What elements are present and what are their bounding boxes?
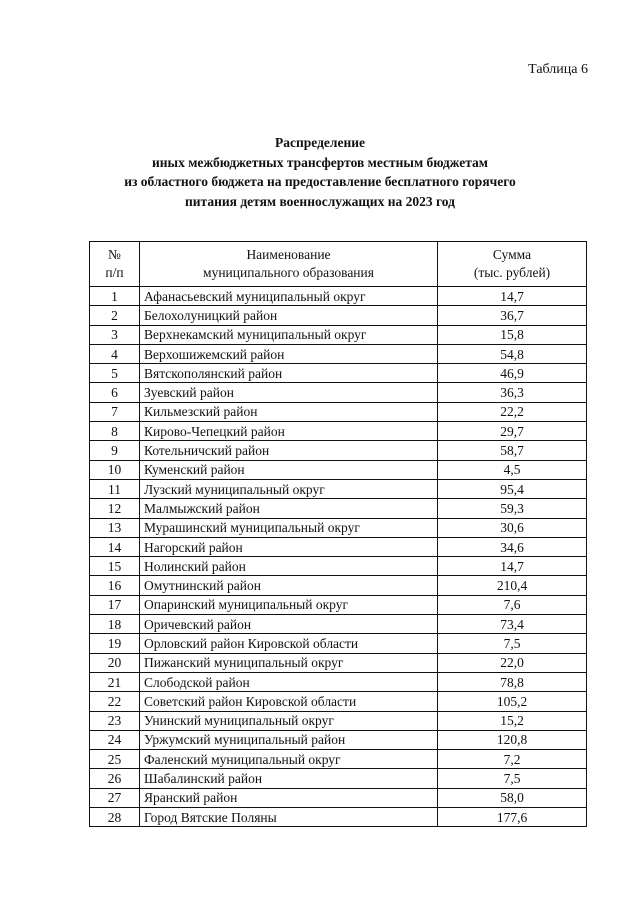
municipality-name: Лузский муниципальный округ [140, 479, 438, 498]
table-row [90, 557, 587, 576]
amount-value: 73,4 [438, 615, 587, 634]
title-line-1: Распределение [274, 135, 366, 150]
row-number: 16 [90, 576, 140, 595]
municipality-name: Кильмезский район [140, 402, 438, 421]
municipality-name: Омутнинский район [140, 576, 438, 595]
municipality-name: Унинский муниципальный округ [140, 711, 438, 730]
row-number: 10 [90, 460, 140, 479]
header-municipality-line1: Наименование [246, 247, 331, 262]
amount-value: 120,8 [438, 730, 587, 749]
row-number: 20 [90, 653, 140, 672]
table-row [90, 344, 587, 363]
table-row [90, 537, 587, 556]
table-row [90, 383, 587, 402]
municipality-name: Верхошижемский район [140, 344, 438, 363]
amount-value: 59,3 [438, 499, 587, 518]
table-row [90, 711, 587, 730]
table-row [90, 325, 587, 344]
row-number: 13 [90, 518, 140, 537]
municipality-name: Оричевский район [140, 615, 438, 634]
amount-value: 36,7 [438, 306, 587, 325]
table-row [90, 422, 587, 441]
amount-value: 22,0 [438, 653, 587, 672]
row-number: 19 [90, 634, 140, 653]
table-row [90, 634, 587, 653]
amount-value: 36,3 [438, 383, 587, 402]
municipality-name: Нолинский район [140, 557, 438, 576]
amount-value: 46,9 [438, 364, 587, 383]
row-number: 6 [90, 383, 140, 402]
amount-value: 15,2 [438, 711, 587, 730]
table-row [90, 750, 587, 769]
table-row [90, 441, 587, 460]
table-row [90, 692, 587, 711]
table-row [90, 730, 587, 749]
amount-value: 14,7 [438, 287, 587, 306]
row-number: 28 [90, 808, 140, 827]
amount-value: 7,5 [438, 634, 587, 653]
header-amount [438, 242, 587, 287]
row-number: 14 [90, 537, 140, 556]
municipality-name: Вятскополянский район [140, 364, 438, 383]
amount-value: 7,2 [438, 750, 587, 769]
row-number: 24 [90, 730, 140, 749]
table-row [90, 615, 587, 634]
municipality-name: Афанасьевский муниципальный округ [140, 287, 438, 306]
table-body [90, 287, 587, 827]
row-number: 15 [90, 557, 140, 576]
row-number: 3 [90, 325, 140, 344]
municipality-name: Пижанский муниципальный округ [140, 653, 438, 672]
municipality-name: Уржумский муниципальный район [140, 730, 438, 749]
row-number: 21 [90, 672, 140, 691]
table-row [90, 499, 587, 518]
municipality-name: Город Вятские Поляны [140, 808, 438, 827]
amount-value: 15,8 [438, 325, 587, 344]
municipality-name: Зуевский район [140, 383, 438, 402]
amount-value: 105,2 [438, 692, 587, 711]
table-number-label: Таблица 6 [528, 62, 588, 77]
header-number-line2: п/п [105, 265, 124, 280]
municipality-name: Фаленский муниципальный округ [140, 750, 438, 769]
row-number: 22 [90, 692, 140, 711]
row-number: 27 [90, 788, 140, 807]
title-line-3: из областного бюджета на предоставление бесплатного горячего [124, 174, 516, 189]
row-number: 1 [90, 287, 140, 306]
municipality-name: Шабалинский район [140, 769, 438, 788]
row-number: 23 [90, 711, 140, 730]
table-row [90, 769, 587, 788]
municipality-name: Мурашинский муниципальный округ [140, 518, 438, 537]
table-row [90, 672, 587, 691]
row-number: 4 [90, 344, 140, 363]
amount-value: 58,7 [438, 441, 587, 460]
header-amount-line2: (тыс. рублей) [473, 265, 551, 280]
table-row [90, 402, 587, 421]
municipality-name: Нагорский район [140, 537, 438, 556]
municipality-name: Верхнекамский муниципальный округ [140, 325, 438, 344]
row-number: 18 [90, 615, 140, 634]
table-row [90, 788, 587, 807]
row-number: 25 [90, 750, 140, 769]
distribution-table [89, 241, 587, 827]
table-row [90, 460, 587, 479]
amount-value: 210,4 [438, 576, 587, 595]
amount-value: 95,4 [438, 479, 587, 498]
municipality-name: Белохолуницкий район [140, 306, 438, 325]
amount-value: 14,7 [438, 557, 587, 576]
amount-value: 30,6 [438, 518, 587, 537]
municipality-name: Опаринский муниципальный округ [140, 595, 438, 614]
municipality-name: Куменский район [140, 460, 438, 479]
header-number [90, 242, 140, 287]
row-number: 17 [90, 595, 140, 614]
municipality-name: Слободской район [140, 672, 438, 691]
table-row [90, 479, 587, 498]
amount-value: 78,8 [438, 672, 587, 691]
amount-value: 29,7 [438, 422, 587, 441]
row-number: 9 [90, 441, 140, 460]
table-row [90, 576, 587, 595]
header-municipality [140, 242, 438, 287]
table-row [90, 518, 587, 537]
document-title [0, 133, 640, 211]
municipality-name: Советский район Кировской области [140, 692, 438, 711]
table-row [90, 653, 587, 672]
header-municipality-line2: муниципального образования [203, 265, 374, 280]
amount-value: 7,6 [438, 595, 587, 614]
table-row [90, 364, 587, 383]
row-number: 26 [90, 769, 140, 788]
municipality-name: Малмыжский район [140, 499, 438, 518]
table-row [90, 306, 587, 325]
amount-value: 34,6 [438, 537, 587, 556]
row-number: 5 [90, 364, 140, 383]
municipality-name: Котельничский район [140, 441, 438, 460]
row-number: 8 [90, 422, 140, 441]
table-row [90, 595, 587, 614]
municipality-name: Кирово-Чепецкий район [140, 422, 438, 441]
amount-value: 177,6 [438, 808, 587, 827]
title-line-2: иных межбюджетных трансфертов местным бюджетам [152, 154, 488, 170]
municipality-name: Орловский район Кировской области [140, 634, 438, 653]
header-amount-line1: Сумма [492, 247, 532, 262]
row-number: 12 [90, 499, 140, 518]
amount-value: 7,5 [438, 769, 587, 788]
row-number: 2 [90, 306, 140, 325]
amount-value: 58,0 [438, 788, 587, 807]
table-header-row [90, 242, 587, 287]
amount-value: 22,2 [438, 402, 587, 421]
title-line-4: питания детям военнослужащих на 2023 год [185, 193, 455, 209]
table-row [90, 808, 587, 827]
header-number-line1: № [108, 247, 121, 262]
amount-value: 54,8 [438, 344, 587, 363]
row-number: 7 [90, 402, 140, 421]
amount-value: 4,5 [438, 460, 587, 479]
table-row [90, 287, 587, 306]
row-number: 11 [90, 479, 140, 498]
municipality-name: Яранский район [140, 788, 438, 807]
